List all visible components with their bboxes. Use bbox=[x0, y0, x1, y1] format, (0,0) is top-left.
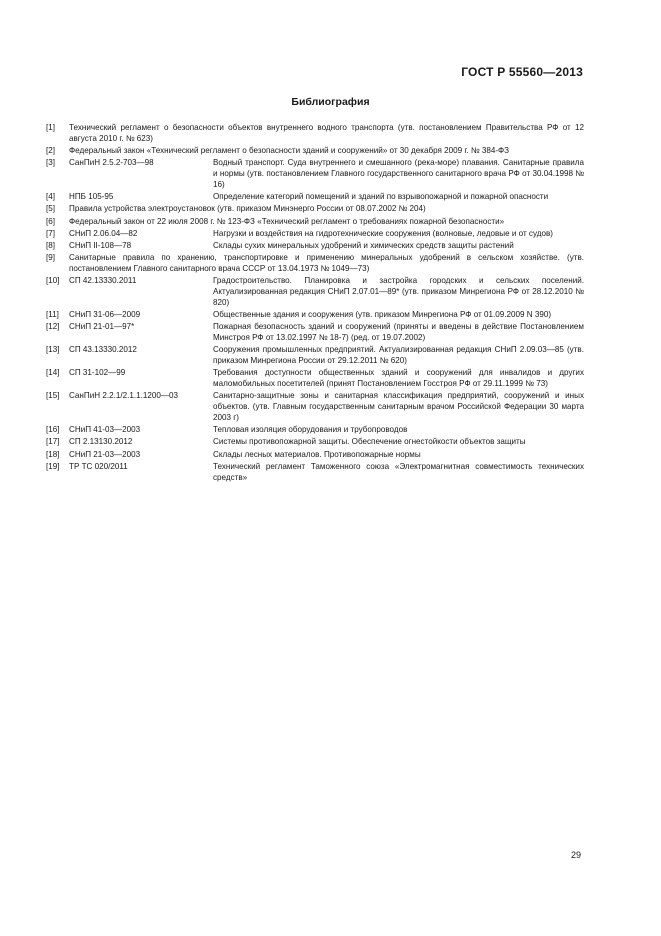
bibliography-entry bbox=[46, 123, 584, 144]
entry-text: Правила устройства электроустановок (утв. приказом Минэнерго России от 08.07.2002 № 204) bbox=[69, 204, 426, 214]
bibliography-entry bbox=[46, 425, 584, 436]
entry-number: [1] bbox=[46, 123, 55, 132]
bibliography-entry bbox=[46, 217, 584, 228]
bibliography-entry bbox=[46, 310, 584, 321]
entry-code: СП 31-102—99 bbox=[69, 368, 126, 378]
entry-text: Федеральный закон «Технический регламент о безопасности зданий и сооружений» от 30 декабря 2009 г. № 384-ФЗ bbox=[69, 146, 510, 155]
entry-description: Сооружения промышленных предприятий. Актуализированная редакция СНиП 2.09.03—85 (утв. приказом Минрегиона России от 29.12.2011 № 620) bbox=[213, 345, 584, 366]
entry-text: Технический регламент о безопасности объектов внутреннего водного транспорта (утв. постановлением Правительства РФ от 12 августа 2010 г. № 623) bbox=[69, 123, 584, 143]
entry-description: Склады сухих минеральных удобрений и химических средств защиты растений bbox=[213, 241, 514, 251]
entry-text: Санитарные правила по хранению, транспортировке и применению минеральных удобрений в сельском хозяйстве. (утв. постановлением Главного санитарного врача СССР от 13.04.1973 № 1049—73) bbox=[69, 253, 584, 274]
entry-code: СанПиН 2.5.2-703—98 bbox=[69, 158, 154, 168]
entry-code: СНиП 31-06—2009 bbox=[69, 310, 141, 320]
bibliography-entry bbox=[46, 204, 584, 215]
entry-number: [13] bbox=[46, 345, 60, 355]
entry-description: Санитарно-защитные зоны и санитарная классификация предприятий, сооружений и иных объектов. (утв. Главным государственным санитарным врачом Российской Федерации 30 марта 2003 г) bbox=[213, 391, 584, 422]
bibliography-entry bbox=[46, 368, 584, 389]
entry-number: [6] bbox=[46, 216, 55, 226]
entry-number: [15] bbox=[46, 391, 60, 401]
entry-number: [5] bbox=[46, 204, 55, 214]
entry-code: НПБ 105-95 bbox=[69, 192, 114, 201]
bibliography-entry bbox=[46, 462, 584, 483]
entry-code: СНиП II-108—78 bbox=[69, 241, 132, 251]
entry-number: [7] bbox=[46, 228, 55, 238]
entry-number: [8] bbox=[46, 241, 55, 251]
page-number: 29 bbox=[570, 850, 581, 860]
bibliography-entry bbox=[46, 391, 584, 423]
entry-description: Определение категорий помещений и зданий по взрывопожарной и пожарной опасности bbox=[213, 192, 549, 201]
entry-number: [18] bbox=[46, 449, 60, 459]
bibliography-entry bbox=[46, 192, 584, 203]
entry-code: СП 2.13130.2012 bbox=[69, 437, 133, 447]
bibliography-entry bbox=[46, 450, 584, 461]
entry-description: Общественные здания и сооружения (утв. приказом Минрегиона РФ от 01.09.2009 N 390) bbox=[213, 310, 552, 320]
entry-number: [17] bbox=[46, 437, 60, 447]
bibliography-entry bbox=[46, 276, 584, 308]
entry-number: [19] bbox=[46, 462, 60, 472]
entry-description: Технический регламент Таможенного союза «Электромагнитная совместимость технических средств» bbox=[213, 462, 584, 482]
entry-number: [12] bbox=[46, 322, 60, 332]
entry-code: СНиП 21-03—2003 bbox=[69, 449, 141, 459]
entry-description: Пожарная безопасность зданий и сооружений (приняты и введены в действие Постановлением Минстроя РФ от 13.02.1997 № 18-7) (ред. от 19.07.2002) bbox=[213, 322, 584, 343]
entry-number: [16] bbox=[46, 425, 60, 435]
entry-text: Федеральный закон от 22 июля 2008 г. № 123-ФЗ «Технический регламент о требованиях пожарной безопасности» bbox=[69, 216, 505, 226]
bibliography-entry bbox=[46, 158, 584, 190]
entry-code: СП 43.13330.2012 bbox=[69, 345, 137, 355]
bibliography-entry bbox=[46, 322, 584, 343]
entry-code: СанПиН 2.2.1/2.1.1.1200—03 bbox=[69, 391, 178, 401]
entry-code: ТР ТС 020/2011 bbox=[69, 462, 128, 472]
bibliography-entry bbox=[46, 253, 584, 274]
entry-code: СНиП 2.06.04—82 bbox=[69, 228, 138, 238]
bibliography-list bbox=[46, 123, 584, 485]
entry-description: Тепловая изоляция оборудования и трубопроводов bbox=[213, 425, 408, 435]
entry-code: СНиП 21-01—97* bbox=[69, 322, 135, 332]
entry-number: [11] bbox=[46, 310, 59, 320]
document-standard-number: ГОСТ Р 55560—2013 bbox=[461, 65, 583, 79]
entry-description: Нагрузки и воздействия на гидротехнические сооружения (волновые, ледовые и от судов) bbox=[213, 228, 553, 238]
entry-number: [2] bbox=[46, 146, 55, 155]
entry-number: [3] bbox=[46, 158, 55, 168]
entry-description: Требования доступности общественных зданий и сооружений для инвалидов и других маломобильных посетителей (принят Постановлением Госстроя РФ от 29.11.1999 № 73) bbox=[213, 368, 584, 389]
entry-description: Градостроительство. Планировка и застройка городских и сельских поселений. Актуализированная редакция СНиП 2.07.01—89* (утв. приказом Минрегиона РФ от 28.12.2010 № 820) bbox=[213, 276, 584, 307]
bibliography-entry bbox=[46, 437, 584, 448]
entry-description: Водный транспорт. Суда внутреннего и смешанного (река-море) плавания. Санитарные правила и нормы (утв. постановлением Главного государственного санитарного врача РФ от 30.04.1998 № 16) bbox=[213, 158, 584, 189]
bibliography-entry bbox=[46, 229, 584, 240]
bibliography-entry bbox=[46, 146, 584, 157]
bibliography-entry bbox=[46, 345, 584, 366]
entry-code: СНиП 41-03—2003 bbox=[69, 425, 141, 435]
entry-number: [10] bbox=[46, 276, 60, 286]
bibliography-entry bbox=[46, 241, 584, 252]
entry-number: [14] bbox=[46, 368, 60, 378]
entry-number: [9] bbox=[46, 253, 55, 263]
entry-number: [4] bbox=[46, 192, 55, 201]
page-title: Библиография bbox=[291, 96, 370, 108]
entry-description: Склады лесных материалов. Противопожарные нормы bbox=[213, 449, 421, 459]
entry-description: Системы противопожарной защиты. Обеспечение огнестойкости объектов защиты bbox=[213, 437, 526, 447]
entry-code: СП 42.13330.2011 bbox=[69, 276, 137, 286]
